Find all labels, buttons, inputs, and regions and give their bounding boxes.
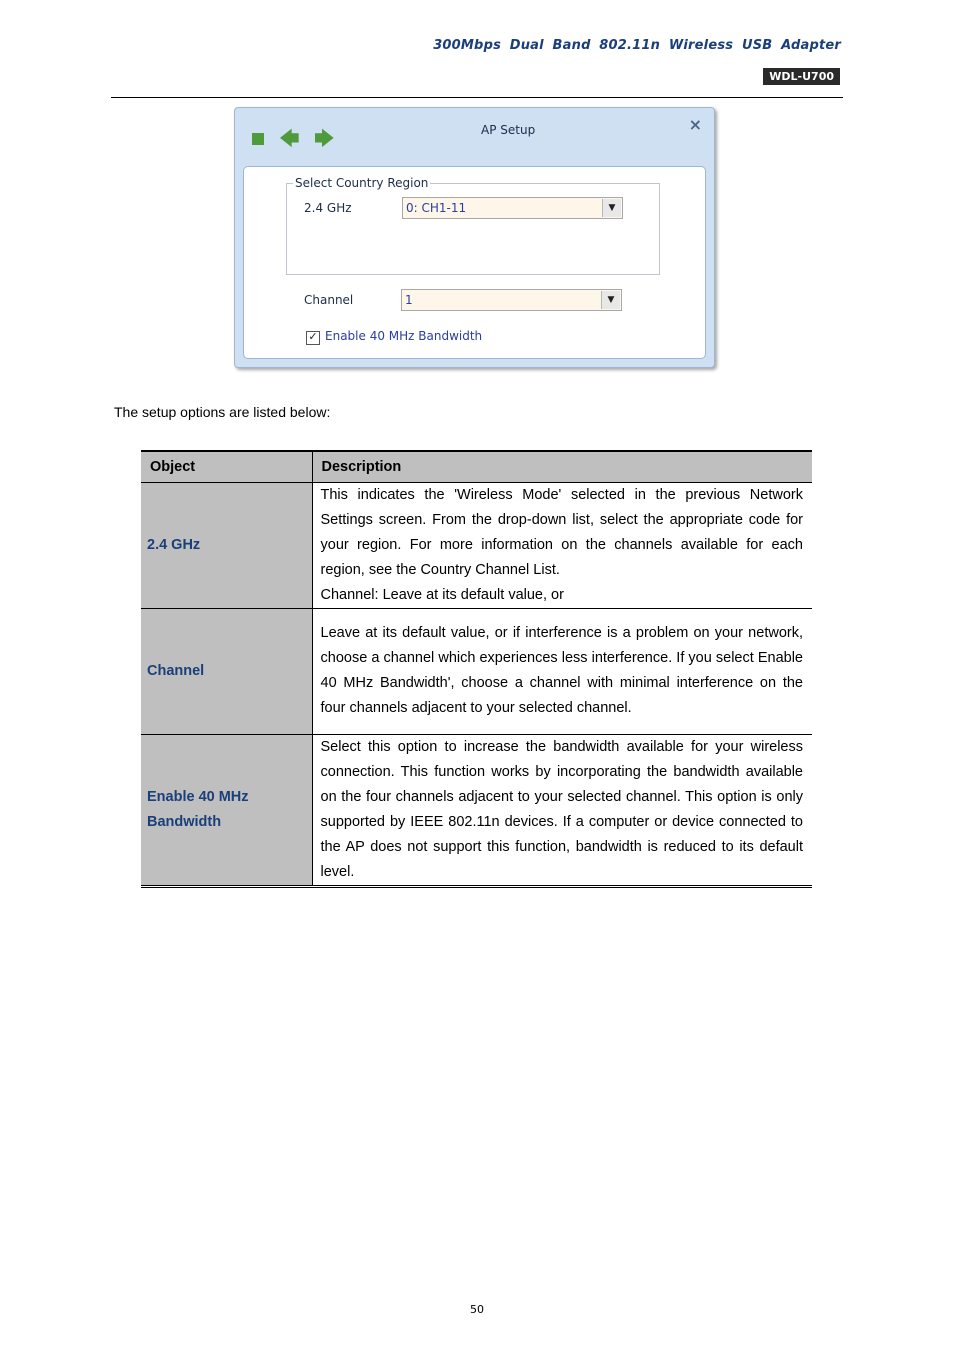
description-cell: Select this option to increase the bandwidth available for your wireless connection. This function works by incorporating the bandwidth available on the four channels adjacent to your selected channel. This option is only supported by IEEE 802.11n devices. If a computer or device connected to the AP does not support this function, bandwidth is reduced to its default level. [312, 734, 812, 886]
object-cell: Channel [141, 608, 312, 734]
object-cell: 2.4 GHz [141, 482, 312, 608]
group-legend: Select Country Region [295, 176, 429, 190]
country-region-group [286, 176, 660, 275]
chevron-down-icon[interactable]: ▼ [602, 199, 621, 217]
model-badge: WDL-U700 [763, 68, 840, 85]
region-select-value: 0: CH1-11 [406, 201, 467, 215]
document-header-title: 300Mbps Dual Band 802.11n Wireless USB Adapter [433, 38, 841, 53]
close-icon[interactable]: × [688, 115, 702, 134]
description-text: This indicates the 'Wireless Mode' selected in the previous Network Settings screen. From the drop-down list, select the appropriate code for your region. For more information on the channels available for each region, see the Country Channel List. [320, 486, 803, 578]
dialog-title: AP Setup [481, 123, 536, 137]
description-extra-text: Channel: Leave at its default value, or [320, 586, 564, 603]
stop-icon[interactable] [252, 133, 264, 145]
table-header-row [141, 451, 812, 482]
bandwidth-checkbox[interactable]: ✓ [306, 331, 320, 345]
band-label: 2.4 GHz [304, 201, 352, 215]
channel-select-value: 1 [405, 293, 413, 307]
channel-label: Channel [304, 293, 354, 307]
column-header-object: Object [141, 451, 312, 482]
table-row [141, 482, 812, 608]
back-arrow-icon[interactable]: 🡄 [279, 126, 300, 150]
table-row [141, 734, 812, 886]
chevron-down-icon[interactable]: ▼ [601, 291, 620, 309]
column-header-description: Description [312, 451, 812, 482]
forward-arrow-icon[interactable]: 🡆 [314, 126, 335, 150]
header-divider [111, 97, 843, 98]
object-text-line1: Enable 40 MHz [147, 788, 249, 805]
object-cell [141, 734, 312, 886]
description-cell: Leave at its default value, or if interference is a problem on your network, choose a channel which experiences less interference. If you select Enable 40 MHz Bandwidth', choose a channel with minimal interference on the four channels adjacent to your selected channel. [312, 608, 812, 734]
region-select[interactable] [402, 197, 623, 219]
table-row [141, 608, 812, 734]
object-text-line2: Bandwidth [147, 813, 222, 830]
channel-select[interactable] [401, 289, 622, 311]
options-table [141, 450, 812, 888]
ap-setup-dialog [234, 107, 715, 368]
bandwidth-checkbox-label[interactable]: Enable 40 MHz Bandwidth [325, 329, 483, 343]
description-cell [312, 482, 812, 608]
dialog-titlebar [235, 108, 714, 166]
dialog-body [243, 166, 706, 359]
intro-text: The setup options are listed below: [114, 404, 331, 420]
page-number: 50 [470, 1303, 484, 1316]
